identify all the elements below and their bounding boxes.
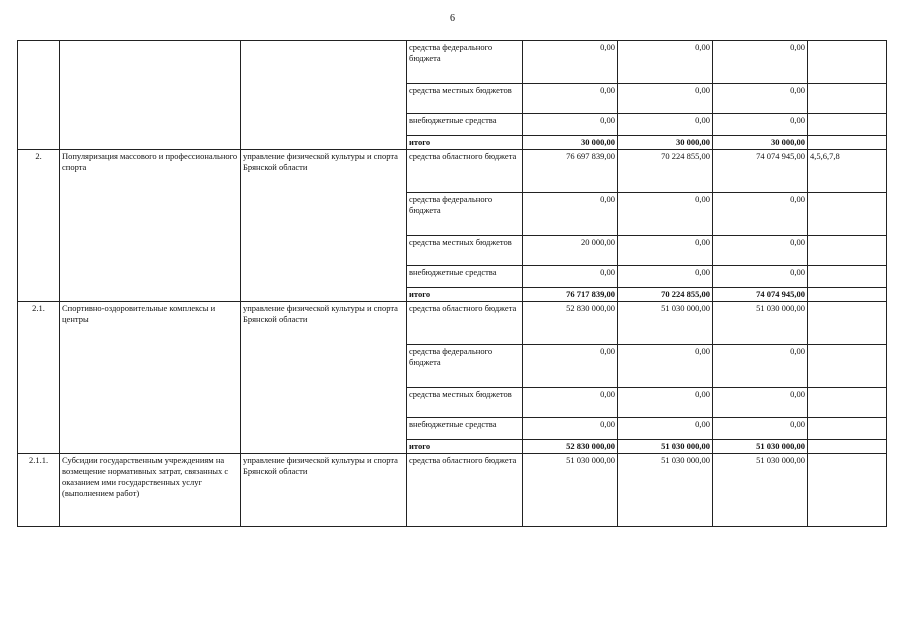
funding-source: средства местных бюджетов — [407, 236, 523, 266]
amount-year-3: 51 030 000,00 — [713, 440, 808, 454]
amount-year-3: 0,00 — [713, 41, 808, 84]
amount-year-3: 0,00 — [713, 388, 808, 418]
executor: управление физической культуры и спорта Брянской области — [241, 302, 407, 454]
funding-source: внебюджетные средства — [407, 114, 523, 136]
amount-year-3: 0,00 — [713, 418, 808, 440]
indicator-refs — [808, 454, 887, 527]
row-index: 2.1. — [18, 302, 60, 454]
amount-year-1: 0,00 — [523, 41, 618, 84]
indicator-refs — [808, 288, 887, 302]
amount-year-2: 70 224 855,00 — [618, 288, 713, 302]
amount-year-2: 51 030 000,00 — [618, 454, 713, 527]
row-index: 2.1.1. — [18, 454, 60, 527]
funding-source: средства федерального бюджета — [407, 193, 523, 236]
executor: управление физической культуры и спорта Брянской области — [241, 454, 407, 527]
indicator-refs — [808, 114, 887, 136]
funding-source: итого — [407, 136, 523, 150]
amount-year-3: 0,00 — [713, 114, 808, 136]
amount-year-3: 0,00 — [713, 193, 808, 236]
indicator-refs — [808, 440, 887, 454]
indicator-refs — [808, 236, 887, 266]
table-row — [18, 41, 887, 84]
funding-source: внебюджетные средства — [407, 266, 523, 288]
indicator-refs: 4,5,6,7,8 — [808, 150, 887, 193]
amount-year-1: 51 030 000,00 — [523, 454, 618, 527]
row-index: 2. — [18, 150, 60, 302]
amount-year-2: 0,00 — [618, 236, 713, 266]
funding-source: средства местных бюджетов — [407, 388, 523, 418]
measure-name: Популяризация массового и профессионального спорта — [60, 150, 241, 302]
indicator-refs — [808, 388, 887, 418]
indicator-refs — [808, 302, 887, 345]
indicator-refs — [808, 136, 887, 150]
amount-year-2: 0,00 — [618, 345, 713, 388]
amount-year-1: 0,00 — [523, 84, 618, 114]
amount-year-2: 51 030 000,00 — [618, 440, 713, 454]
amount-year-2: 70 224 855,00 — [618, 150, 713, 193]
amount-year-1: 0,00 — [523, 266, 618, 288]
executor — [241, 41, 407, 150]
amount-year-3: 0,00 — [713, 345, 808, 388]
funding-source: итого — [407, 288, 523, 302]
indicator-refs — [808, 193, 887, 236]
measure-name: Субсидии государственным учреждениям на возмещение нормативных затрат, связанных с оказанием ими государственных услуг (выполнением работ) — [60, 454, 241, 527]
amount-year-2: 0,00 — [618, 84, 713, 114]
funding-source: средства областного бюджета — [407, 302, 523, 345]
indicator-refs — [808, 345, 887, 388]
amount-year-3: 0,00 — [713, 236, 808, 266]
amount-year-2: 51 030 000,00 — [618, 302, 713, 345]
funding-source: средства федерального бюджета — [407, 41, 523, 84]
amount-year-2: 0,00 — [618, 418, 713, 440]
measure-name: Спортивно-оздоровительные комплексы и центры — [60, 302, 241, 454]
funding-source: средства областного бюджета — [407, 150, 523, 193]
page-number: 6 — [450, 13, 455, 24]
amount-year-3: 51 030 000,00 — [713, 302, 808, 345]
table-row — [18, 150, 887, 193]
budget-table — [17, 40, 887, 527]
amount-year-1: 52 830 000,00 — [523, 302, 618, 345]
amount-year-3: 51 030 000,00 — [713, 454, 808, 527]
amount-year-1: 0,00 — [523, 193, 618, 236]
amount-year-1: 76 697 839,00 — [523, 150, 618, 193]
amount-year-1: 0,00 — [523, 418, 618, 440]
indicator-refs — [808, 418, 887, 440]
amount-year-3: 74 074 945,00 — [713, 150, 808, 193]
amount-year-2: 0,00 — [618, 266, 713, 288]
amount-year-3: 30 000,00 — [713, 136, 808, 150]
table-row — [18, 454, 887, 527]
row-index — [18, 41, 60, 150]
amount-year-1: 52 830 000,00 — [523, 440, 618, 454]
funding-source: средства областного бюджета — [407, 454, 523, 527]
indicator-refs — [808, 84, 887, 114]
indicator-refs — [808, 41, 887, 84]
funding-source: средства местных бюджетов — [407, 84, 523, 114]
amount-year-1: 20 000,00 — [523, 236, 618, 266]
amount-year-2: 0,00 — [618, 114, 713, 136]
funding-source: внебюджетные средства — [407, 418, 523, 440]
amount-year-1: 0,00 — [523, 345, 618, 388]
table-row — [18, 302, 887, 345]
amount-year-1: 0,00 — [523, 388, 618, 418]
amount-year-1: 0,00 — [523, 114, 618, 136]
funding-source: итого — [407, 440, 523, 454]
amount-year-2: 30 000,00 — [618, 136, 713, 150]
funding-source: средства федерального бюджета — [407, 345, 523, 388]
amount-year-3: 0,00 — [713, 84, 808, 114]
amount-year-3: 0,00 — [713, 266, 808, 288]
executor: управление физической культуры и спорта Брянской области — [241, 150, 407, 302]
amount-year-2: 0,00 — [618, 388, 713, 418]
amount-year-2: 0,00 — [618, 193, 713, 236]
amount-year-1: 30 000,00 — [523, 136, 618, 150]
measure-name — [60, 41, 241, 150]
amount-year-3: 74 074 945,00 — [713, 288, 808, 302]
amount-year-2: 0,00 — [618, 41, 713, 84]
amount-year-1: 76 717 839,00 — [523, 288, 618, 302]
indicator-refs — [808, 266, 887, 288]
